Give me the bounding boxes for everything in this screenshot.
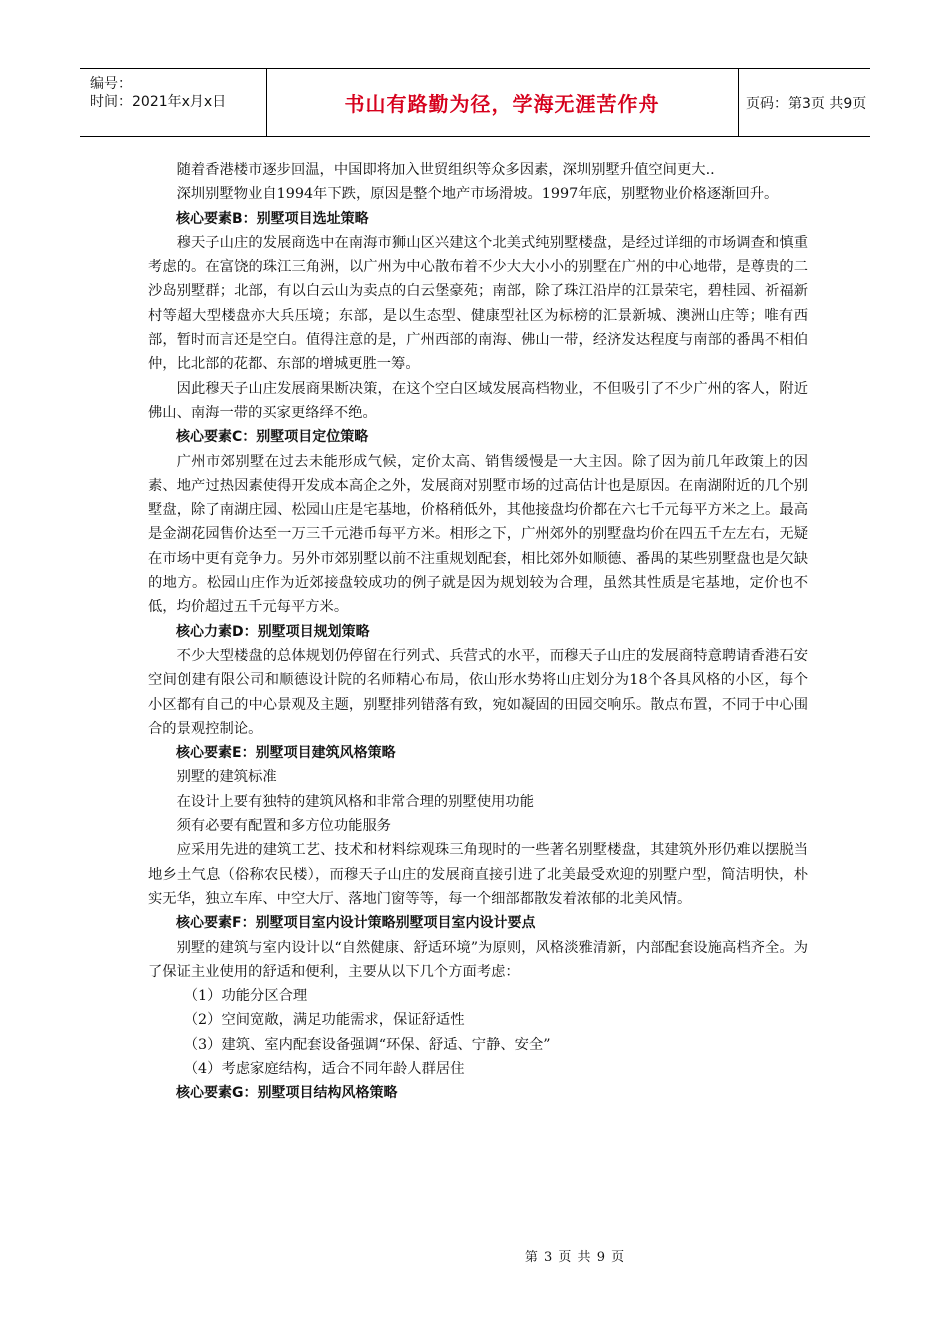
- list-item: （2）空间宽敞，满足功能需求，保证舒适性: [183, 1012, 465, 1029]
- section-heading: 核心要素B：别墅项目选址策略: [176, 210, 369, 227]
- section-heading: 核心力素D：别墅项目规划策略: [176, 623, 370, 640]
- list-item: （3）建筑、室内配套设备强调“环保、舒适、宁静、安全”: [183, 1036, 551, 1053]
- header-motto: 书山有路勤为径，学海无涯苦作舟: [266, 69, 739, 136]
- list-item: （1）功能分区合理: [183, 988, 308, 1005]
- body-paragraph: 在设计上要有独特的建筑风格和非常合理的别墅使用功能: [176, 793, 535, 810]
- body-paragraph: 深圳别墅物业自1994年下跌，原因是整个地产市场滑坡。1997年底，别墅物业价格逐渐回升。: [176, 186, 779, 203]
- body-paragraph: 别墅的建筑与室内设计以“自然健康、舒适环境”为原则，风格淡雅清新，内部配套设施高档齐全。为了保证主业使用的舒适和便利，主要从以下几个方面考虑：: [148, 939, 808, 980]
- section-heading: 核心要素G：别墅项目结构风格策略: [176, 1085, 398, 1102]
- section-heading: 核心要素E：别墅项目建筑风格策略: [176, 745, 396, 762]
- header-meta: [80, 69, 267, 136]
- body-paragraph: 穆天子山庄的发展商选中在南海市狮山区兴建这个北美式纯别墅楼盘，是经过详细的市场调查和慎重考虑的。在富饶的珠江三角洲，以广州为中心散布着不少大大小小的别墅在广州的中心地带，是尊贵的二沙岛别墅群；北部，有以白云山为卖点的白云堡豪苑；南部，除了珠江沿岸的江景荣宅，碧桂园、祈福新村等超大型楼盘亦大兵压境；东部，是以生态型、健康型社区为标榜的汇景新城、澳洲山庄等；唯有西部，暂时而言还是空白。值得注意的是，广州西部的南海、佛山一带，经济发达程度与南部的番禺不相伯仲，比北部的花都、东部的增城更胜一筹。: [148, 234, 808, 373]
- page-footer: 第 3 页 共 9 页: [524, 1250, 626, 1265]
- section-heading: 核心要素C：别墅项目定位策略: [176, 429, 369, 446]
- document-body: [148, 158, 808, 1106]
- section-heading: 核心要素F：别墅项目室内设计策略别墅项目室内设计要点: [176, 915, 536, 932]
- body-paragraph: 广州市郊别墅在过去未能形成气候，定价太高、销售缓慢是一大主因。除了因为前几年政策上的因素、地产过热因素使得开发成本高企之外，发展商对别墅市场的过高估计也是原因。在南湖附近的几个别墅盘，除了南湖庄园、松园山庄是宅基地，价格稍低外，其他接盘均价都在六七千元每平方米之上。最高是金湖花园售价达至一万三千元港币每平方米。相形之下，广州郊外的别墅盘均价在四五千左左右，无疑在市场中更有竞争力。另外市郊别墅以前不注重规划配套，相比郊外如顺德、番禺的某些别墅盘也是欠缺的地方。松园山庄作为近郊接盘较成功的例子就是因为规划较为合理，虽然其性质是宅基地，定价也不低，均价超过五千元每平方米。: [148, 453, 808, 616]
- document-number-label: 编号：: [90, 76, 132, 92]
- body-paragraph: 须有必要有配置和多方位功能服务: [176, 818, 392, 835]
- header-page-info: 页码：第3页 共9页: [746, 95, 867, 112]
- document-date-label: 时间：2021年x月x日: [90, 94, 227, 110]
- body-paragraph: 因此穆天子山庄发展商果断决策，在这个空白区域发展高档物业，不但吸引了不少广州的客人，附近佛山、南海一带的买家更络绎不绝。: [148, 380, 808, 421]
- body-paragraph: 应采用先进的建筑工艺、技术和材料综观珠三角现时的一些著名别墅楼盘，其建筑外形仍难以摆脱当地乡土气息（俗称农民楼），而穆天子山庄的发展商直接引进了北美最受欢迎的别墅户型，简洁明快，朴实无华，独立车库、中空大厅、落地门窗等等，每一个细部都散发着浓郁的北美风情。: [148, 842, 808, 907]
- page-header: [80, 68, 870, 137]
- body-paragraph: 别墅的建筑标准: [176, 769, 277, 786]
- body-paragraph: 随着香港楼市逐步回温，中国即将加入世贸组织等众多因素，深圳别墅升值空间更大..: [176, 162, 715, 178]
- list-item: （4）考虑家庭结构，适合不同年龄人群居住: [183, 1060, 465, 1077]
- body-paragraph: 不少大型楼盘的总体规划仍停留在行列式、兵营式的水平，而穆天子山庄的发展商特意聘请香港石安空间创建有限公司和顺德设计院的名师精心布局，依山形水势将山庄划分为18个各具风格的小区，每个小区都有自己的中心景观及主题，别墅排列错落有致，宛如凝固的田园交响乐。散点布置，不同于中心围合的景观控制论。: [148, 647, 809, 737]
